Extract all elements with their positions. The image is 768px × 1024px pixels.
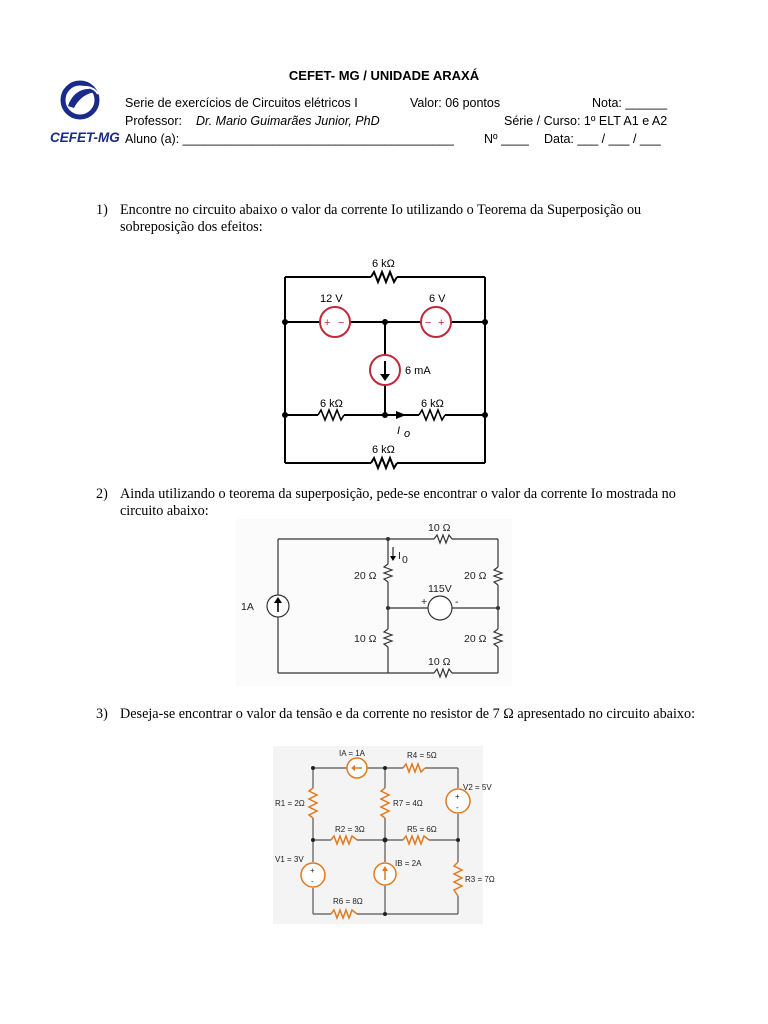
label-r-mid-right: 6 kΩ (421, 398, 444, 410)
date-field: Data: ___ / ___ / ___ (544, 132, 661, 146)
svg-text:+: + (438, 317, 445, 329)
circuit-1 (278, 250, 492, 470)
current-source-1a (267, 595, 289, 617)
label-r-left-bottom: 10 Ω (354, 633, 377, 645)
label-current: I (397, 425, 401, 437)
svg-text:-: - (455, 596, 459, 608)
institution-title: CEFET- MG / UNIDADE ARAXÁ (288, 68, 480, 83)
points-value: Valor: 06 pontos (410, 96, 501, 110)
question-text: Ainda utilizando o teorema da superposição, pede-se encontrar o valor da corrente Io mostrada no circuito abaixo: (120, 486, 676, 519)
professor-label: Professor: (125, 114, 182, 128)
label-r4: R4 = 5Ω (407, 751, 437, 760)
question-text: Encontre no circuito abaixo o valor da corrente Io utilizando o Teorema da Superposição ou sobreposição dos efeitos: (120, 202, 642, 235)
course-info: Série / Curso: 1º ELT A1 e A2 (504, 114, 668, 128)
current-source-ia (347, 758, 367, 778)
label-current-sub: 0 (402, 554, 408, 566)
label-v-left: 12 V (320, 293, 343, 305)
label-r-right-bottom: 20 Ω (464, 633, 487, 645)
label-r3: R3 = 7Ω (465, 875, 495, 884)
label-ia: IA = 1A (339, 749, 366, 758)
svg-text:+: + (324, 317, 331, 329)
series-title: Serie de exercícios de Circuitos elétricos I (125, 96, 358, 110)
label-r7: R7 = 4Ω (393, 799, 423, 808)
number-field: Nº ____ (484, 132, 529, 146)
label-current-sub: o (404, 428, 411, 440)
question-number: 3) (96, 706, 108, 722)
label-r1: R1 = 2Ω (275, 799, 305, 808)
label-r-bottom: 10 Ω (428, 656, 451, 668)
label-r5: R5 = 6Ω (407, 825, 437, 834)
question-number: 2) (96, 486, 108, 502)
current-source-6ma (370, 355, 400, 385)
svg-text:-: - (456, 803, 459, 812)
document-header (0, 0, 768, 160)
label-r2: R2 = 3Ω (335, 825, 365, 834)
student-field: Aluno (a): _______________________________________ (125, 132, 454, 146)
logo-emblem-icon (63, 83, 98, 117)
svg-text:+: + (455, 792, 460, 801)
voltage-source-v1 (301, 863, 325, 887)
svg-text:−: − (425, 317, 432, 329)
label-r-top: 10 Ω (428, 522, 451, 534)
logo-text: CEFET-MG (50, 130, 120, 145)
professor-name: Dr. Mario Guimarães Junior, PhD (196, 114, 380, 128)
label-r-bottom: 6 kΩ (372, 444, 395, 456)
voltage-source-6v (421, 307, 451, 337)
voltage-source-12v (320, 307, 350, 337)
label-r-top: 6 kΩ (372, 258, 395, 270)
svg-text:+: + (310, 866, 315, 875)
current-source-ib (374, 863, 396, 885)
cefet-logo (50, 78, 120, 148)
label-v-source: 115V (428, 583, 452, 595)
label-i-source: 1A (241, 601, 254, 613)
label-r-left-top: 20 Ω (354, 570, 377, 582)
voltage-source-v2 (446, 789, 470, 813)
svg-text:−: − (338, 317, 345, 329)
question-1 (96, 202, 696, 242)
circuit-3 (273, 746, 495, 924)
label-r-right-top: 20 Ω (464, 570, 487, 582)
label-i-source: 6 mA (405, 365, 431, 377)
label-r-mid-left: 6 kΩ (320, 398, 343, 410)
label-v1: V1 = 3V (275, 855, 304, 864)
svg-text:-: - (311, 877, 314, 886)
circuit-2 (236, 519, 512, 686)
svg-text:+: + (421, 596, 428, 608)
label-v-right: 6 V (429, 293, 446, 305)
label-v2: V2 = 5V (463, 783, 492, 792)
label-r6: R6 = 8Ω (333, 897, 363, 906)
question-text: Deseja-se encontrar o valor da tensão e da corrente no resistor de 7 Ω apresentado no circuito abaixo: (120, 706, 696, 722)
question-3 (96, 706, 696, 746)
label-current: I (398, 550, 401, 562)
label-ib: IB = 2A (395, 859, 422, 868)
question-number: 1) (96, 202, 108, 218)
grade-field: Nota: ______ (592, 96, 668, 110)
